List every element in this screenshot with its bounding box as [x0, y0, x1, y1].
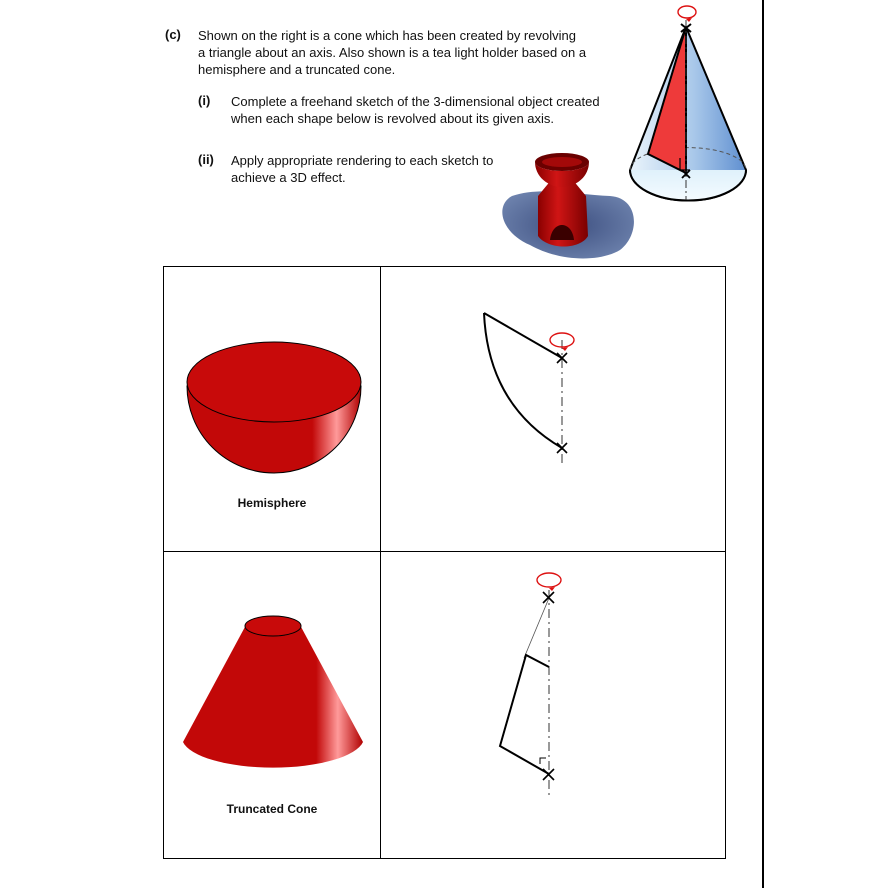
- intro-line-2: a triangle about an axis. Also shown is a tea light holder based on a: [198, 45, 587, 60]
- sub-ii-line-2: achieve a 3D effect.: [231, 170, 346, 185]
- hemisphere-caption: Hemisphere: [237, 496, 307, 510]
- grid-divider-vertical: [380, 266, 381, 859]
- answer-grid: [163, 266, 726, 859]
- sub-ii-line-1: Apply appropriate rendering to each sketch to: [231, 153, 494, 168]
- sub-i-text: [231, 93, 631, 127]
- sub-i-line-1: Complete a freehand sketch of the 3-dimensional object created: [231, 94, 600, 109]
- margin-rule: [762, 0, 764, 888]
- intro-text: [198, 27, 618, 78]
- sub-i-line-2: when each shape below is revolved about its given axis.: [231, 111, 555, 126]
- intro-line-3: hemisphere and a truncated cone.: [198, 62, 396, 77]
- part-label: (c): [165, 27, 181, 42]
- sub-i-label: (i): [198, 93, 211, 108]
- sub-ii-label: (ii): [198, 152, 214, 167]
- truncated-cone-caption: Truncated Cone: [226, 802, 318, 816]
- intro-line-1: Shown on the right is a cone which has been created by revolving: [198, 28, 576, 43]
- sub-ii-text: [231, 152, 511, 186]
- grid-divider-horizontal: [163, 551, 726, 552]
